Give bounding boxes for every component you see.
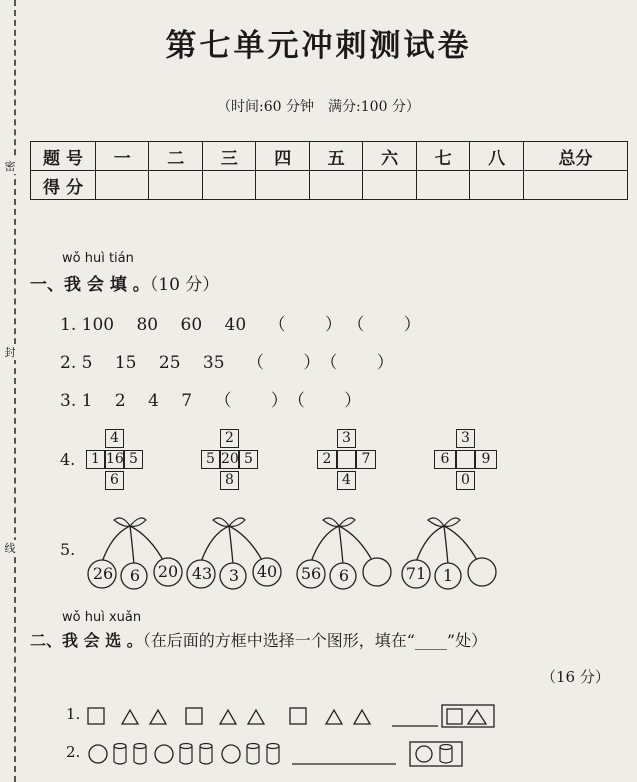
question-1-2: 2. 5 15 25 35 （ ） （ ） — [60, 353, 394, 373]
circle-icon — [89, 745, 107, 763]
score-input-cell[interactable] — [363, 171, 416, 200]
section2-pinyin: wǒ huì xuǎn — [62, 610, 142, 625]
grid-cell-bottom: 4 — [337, 471, 356, 490]
cherry-mid-value: 6 — [129, 566, 141, 585]
square-icon — [88, 708, 104, 724]
score-input-cell[interactable] — [149, 171, 202, 200]
score-input-cell[interactable] — [256, 171, 309, 200]
score-table-header-row — [31, 142, 628, 171]
triangle-icon — [326, 710, 342, 724]
section2-points: （16 分） — [541, 668, 610, 686]
circle-icon — [222, 745, 240, 763]
section2-instruction: （在后面的方框中选择一个图形，填在“____”处） — [142, 631, 488, 650]
score-header-cell: 题 号 — [31, 142, 96, 171]
triangle-icon — [468, 710, 486, 724]
page-subtitle: （时间:60 分钟 满分:100 分） — [217, 99, 420, 115]
triangle-icon — [354, 710, 370, 724]
score-table-score-row — [31, 171, 628, 200]
score-header-cell: 五 — [309, 142, 362, 171]
cherry-mid-value: 1 — [442, 566, 454, 585]
cherry-left-value: 56 — [300, 564, 322, 583]
triangle-icon — [122, 710, 138, 724]
score-table — [30, 141, 628, 200]
grid-cell-right: 7 — [356, 450, 376, 469]
grid-cell-top: 2 — [220, 429, 239, 448]
cherry-left-value: 26 — [92, 564, 114, 583]
binding-line — [14, 0, 16, 782]
binding-char-line: 线 — [2, 540, 18, 556]
shape-pattern-row — [86, 740, 486, 770]
circle-icon — [155, 745, 173, 763]
score-header-cell: 八 — [470, 142, 523, 171]
cylinder-icon — [440, 745, 452, 764]
circle-icon — [416, 746, 432, 762]
cylinder-icon — [200, 744, 212, 765]
section1-heading — [30, 270, 219, 295]
triangle-icon — [150, 710, 166, 724]
cylinder-icon — [247, 744, 259, 765]
score-header-cell: 六 — [363, 142, 416, 171]
grid-cell-top: 4 — [105, 429, 124, 448]
cherry-right-value: 40 — [256, 562, 278, 581]
binding-char-seal: 密 — [2, 158, 18, 174]
score-input-cell[interactable] — [416, 171, 469, 200]
grid-cell-left: 6 — [434, 450, 456, 469]
score-header-cell: 四 — [256, 142, 309, 171]
shape-pattern-row — [86, 704, 506, 728]
grid-cell-center[interactable] — [456, 450, 475, 469]
choice-box — [410, 742, 462, 766]
section2-heading — [30, 628, 487, 651]
square-icon — [186, 708, 202, 724]
section1-points: （10 分） — [149, 275, 220, 295]
grid-cell-center: 20 — [221, 451, 239, 467]
grid-cell-center: 16 — [106, 451, 124, 467]
question-2-2-label: 2. — [66, 743, 81, 761]
score-header-cell: 二 — [149, 142, 202, 171]
grid-cell-right: 5 — [239, 450, 258, 469]
cherry-right-value: 20 — [157, 562, 179, 581]
score-input-cell[interactable] — [470, 171, 523, 200]
score-row-label: 得 分 — [31, 171, 96, 200]
grid-cell-right: 9 — [475, 450, 497, 469]
grid-cell-bottom: 6 — [105, 471, 124, 490]
cherry-mid-value: 3 — [228, 566, 240, 585]
section2-title: 二、我 会 选 。 — [30, 631, 143, 650]
score-input-cell[interactable] — [202, 171, 255, 200]
score-header-cell: 总分 — [523, 142, 627, 171]
grid-cell-left: 1 — [86, 450, 105, 469]
question-1-3: 3. 1 2 4 7 （ ） （ ） — [60, 391, 362, 411]
grid-cell-bottom: 8 — [220, 471, 239, 490]
section1-title: 一、我 会 填 。 — [30, 275, 150, 295]
grid-cell-left: 5 — [201, 450, 220, 469]
question-1-4-label: 4. — [60, 450, 76, 469]
score-input-cell[interactable] — [523, 171, 627, 200]
score-input-cell[interactable] — [96, 171, 149, 200]
question-2-1-label: 1. — [66, 705, 81, 723]
section1-pinyin: wǒ huì tián — [62, 251, 134, 266]
grid-cell-top: 3 — [456, 429, 475, 448]
cylinder-icon — [134, 744, 146, 765]
cherry-left-value: 71 — [405, 564, 427, 583]
score-header-cell: 一 — [96, 142, 149, 171]
score-header-cell: 七 — [416, 142, 469, 171]
triangle-icon — [248, 710, 264, 724]
binding-char-close: 封 — [2, 344, 18, 360]
cylinder-icon — [180, 744, 192, 765]
score-header-cell: 三 — [202, 142, 255, 171]
grid-cell-right: 5 — [124, 450, 143, 469]
square-icon — [290, 708, 306, 724]
grid-cell-bottom: 0 — [456, 471, 475, 490]
grid-cell-left: 2 — [317, 450, 337, 469]
question-1-1: 1. 100 80 60 40 （ ） （ ） — [60, 315, 421, 335]
cherry-mid-value: 6 — [338, 566, 350, 585]
question-1-5-label: 5. — [60, 540, 76, 559]
cylinder-icon — [114, 744, 126, 765]
score-input-cell[interactable] — [309, 171, 362, 200]
square-icon — [447, 709, 462, 724]
grid-cell-top: 3 — [337, 429, 356, 448]
triangle-icon — [220, 710, 236, 724]
cherry-left-value: 43 — [191, 564, 213, 583]
grid-cell-center[interactable] — [337, 450, 356, 469]
page-title: 第七单元冲刺测试卷 — [165, 28, 472, 64]
cylinder-icon — [267, 744, 279, 765]
